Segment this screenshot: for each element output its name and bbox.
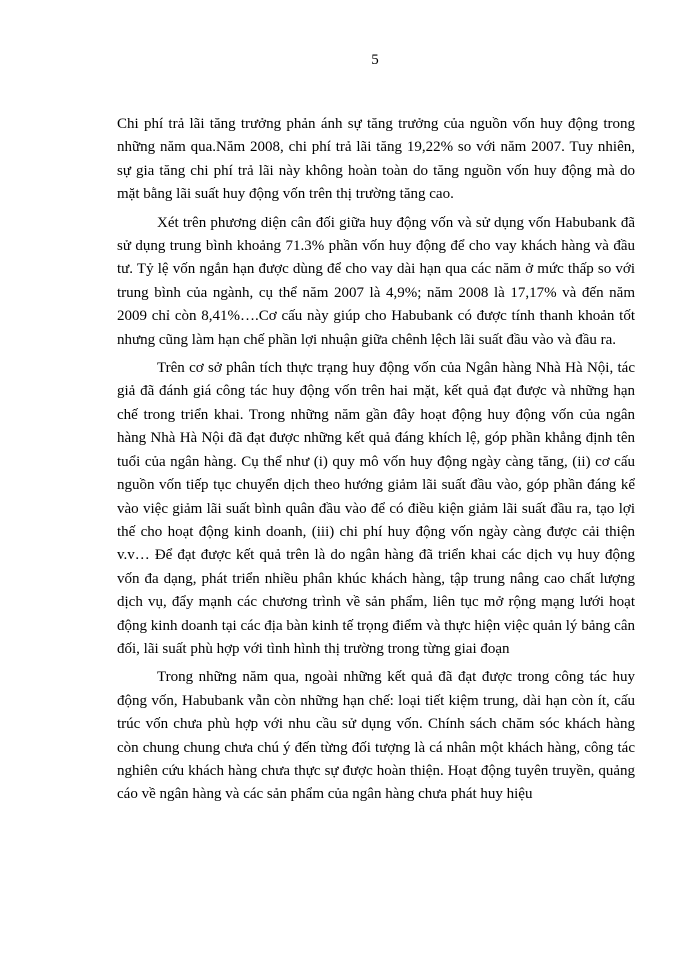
paragraph-limitations: Trong những năm qua, ngoài những kết quả đã đạt được trong công tác huy động vốn, Habubank vẫn còn những hạn chế: loại tiết kiệm trung, dài hạn còn ít, cấu trúc vốn chưa phù hợp với nhu cầu sử dụng vốn. Chính sách chăm sóc khách hàng còn chung chung chưa chú ý đến từng đối tượng là cá nhân một khách hàng, công tác nghiên cứu khách hàng chưa thực sự được hoàn thiện. Hoạt động tuyên truyền, quảng cáo về ngân hàng và các sản phẩm của ngân hàng chưa phát huy hiệu: [117, 669, 635, 803]
document-body: [117, 113, 635, 807]
paragraph-assessment: Trên cơ sở phân tích thực trạng huy động vốn của Ngân hàng Nhà Hà Nội, tác giả đã đánh giá công tác huy động vốn trên hai mặt, kết quả đạt được và những hạn chế trong triển khai. Trong những năm gần đây hoạt động huy động vốn của ngân hàng Nhà Hà Nội đã đạt được những kết quả đáng khích lệ, góp phần khẳng định tên tuổi của ngân hàng. Cụ thể như (i) quy mô vốn huy động ngày càng tăng, (ii) cơ cấu nguồn vốn tiếp tục chuyển dịch theo hướng giảm lãi suất đầu vào, góp phần đáng kể vào việc giảm lãi suất bình quân đầu vào để có điều kiện giảm lãi suất đầu ra, tạo lợi thế cho hoạt động kinh doanh, (iii) chi phí huy động vốn ngày càng được cải thiện v.v… Để đạt được kết quả trên là do ngân hàng đã triển khai các dịch vụ huy động vốn đa dạng, phát triển nhiều phân khúc khách hàng, tập trung nâng cao chất lượng dịch vụ, đẩy mạnh các chương trình về sản phẩm, liên tục mở rộng mạng lưới hoạt động kinh doanh tại các địa bàn kinh tế trọng điểm và thực hiện việc quản lý bảng cân đối, lãi suất phù hợp với tình hình thị trường trong từng giai đoạn: [117, 360, 635, 657]
page-number: 5: [371, 52, 379, 68]
paragraph-interest-expense: Chi phí trả lãi tăng trưởng phản ánh sự tăng trưởng của nguồn vốn huy động trong những năm qua.Năm 2008, chi phí trả lãi tăng 19,22% so với năm 2007. Tuy nhiên, sự gia tăng chi phí trả lãi này không hoàn toàn do tăng nguồn vốn huy động mà do mặt bằng lãi suất huy động vốn trên thị trường tăng cao.: [117, 116, 635, 203]
paragraph-capital-balance: Xét trên phương diện cân đối giữa huy động vốn và sử dụng vốn Habubank đã sử dụng trung bình khoảng 71.3% phần vốn huy động để cho vay khách hàng và đầu tư. Tỷ lệ vốn ngắn hạn được dùng để cho vay dài hạn qua các năm ở mức thấp so với trung bình của ngành, cụ thể năm 2007 là 4,9%; năm 2008 là 17,17% và đến năm 2009 chỉ còn 8,41%….Cơ cấu này giúp cho Habubank có được tính thanh khoản tốt nhưng cũng làm hạn chế phần lợi nhuận giữa chênh lệch lãi suất đầu vào và đầu ra.: [117, 214, 635, 348]
